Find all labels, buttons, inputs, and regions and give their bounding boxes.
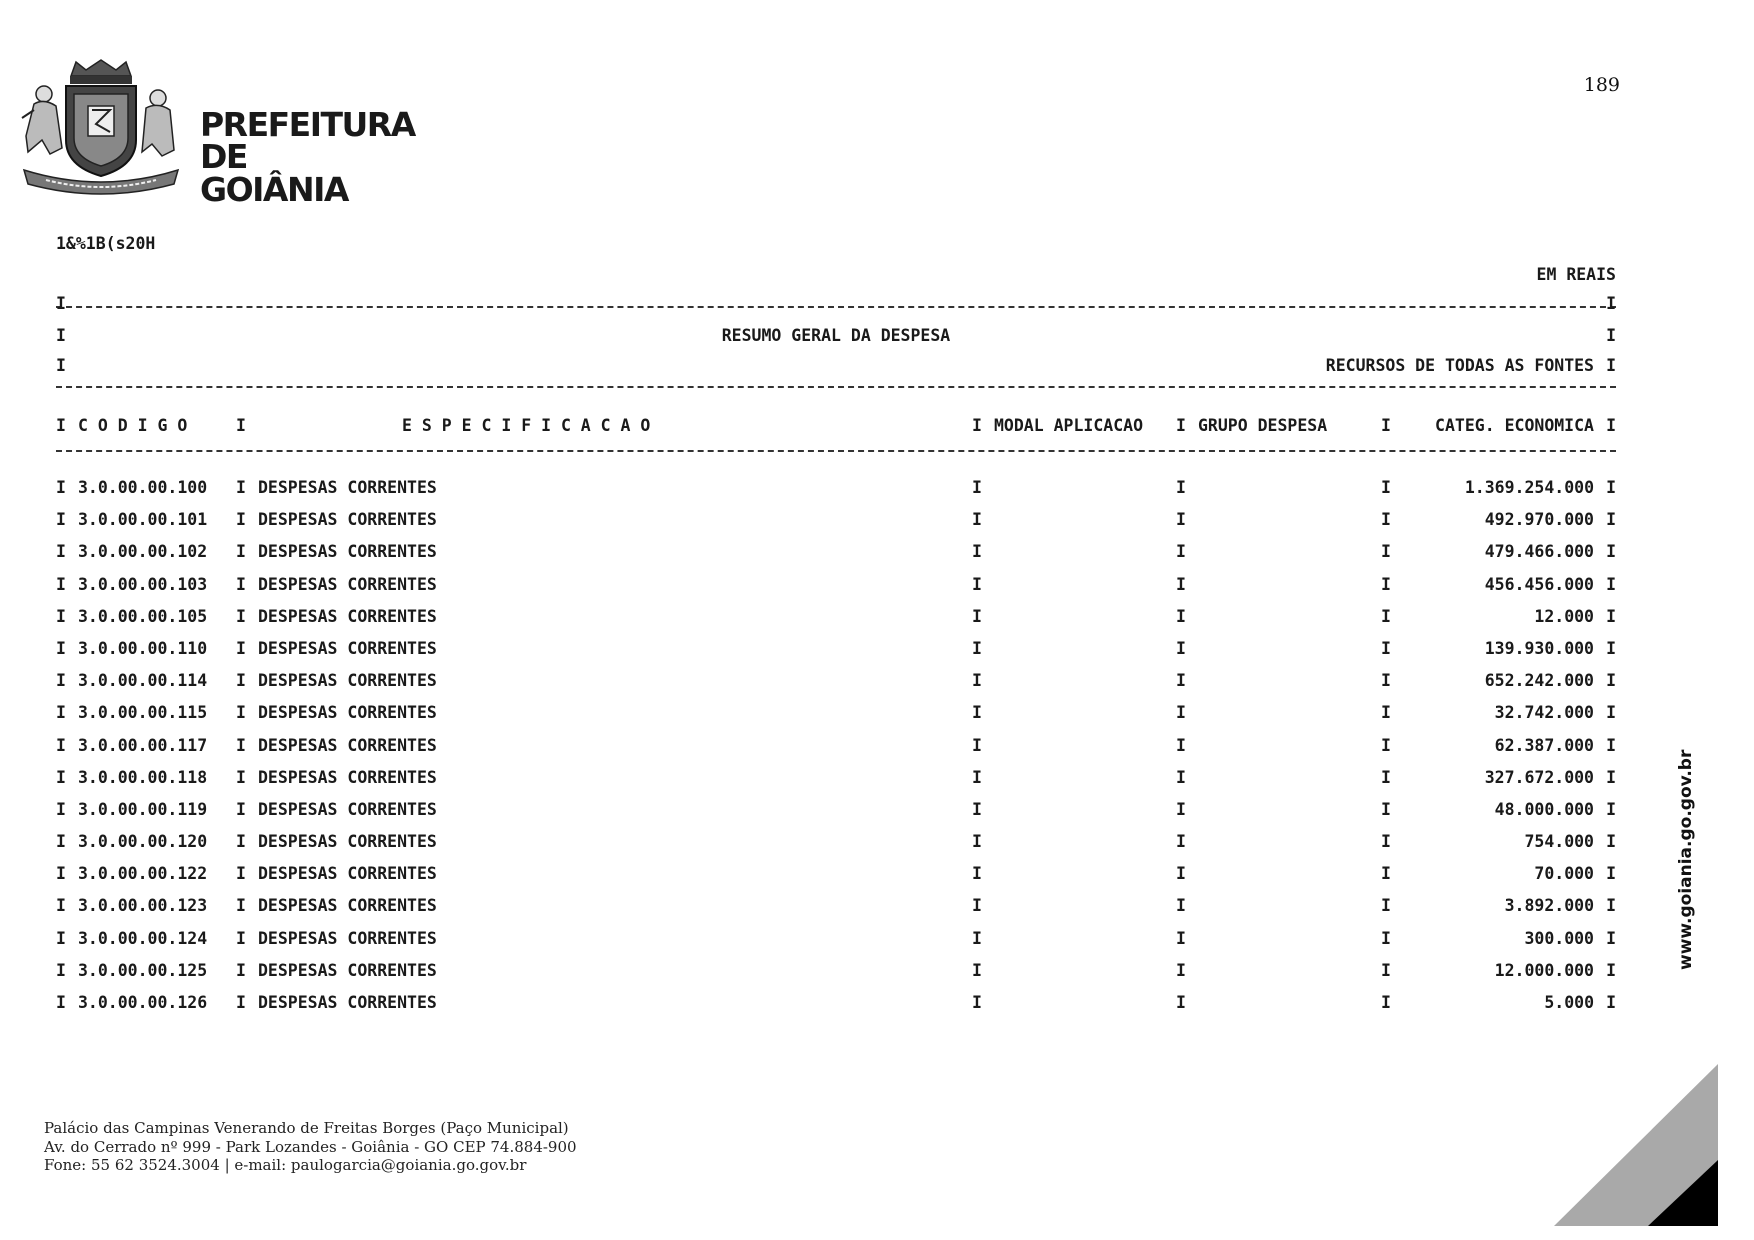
table-row	[56, 639, 1616, 671]
row-value: 456.456.000	[1484, 574, 1594, 594]
table-row	[56, 961, 1616, 993]
row-code: 3.0.00.00.102	[78, 542, 208, 562]
row-description: DESPESAS CORRENTES	[258, 671, 437, 691]
frame-bar: I	[972, 510, 982, 530]
row-value: 32.742.000	[1494, 703, 1594, 723]
frame-bar: I	[1606, 896, 1616, 916]
frame-bar: I	[1176, 735, 1186, 755]
table-row	[56, 542, 1616, 574]
row-value: 300.000	[1524, 928, 1594, 948]
table-row	[56, 864, 1616, 896]
frame-bar: I	[56, 671, 66, 691]
footer-line: Fone: 55 62 3524.3004 | e-mail: paulogarcia@goiania.go.gov.br	[44, 1156, 527, 1174]
row-description: DESPESAS CORRENTES	[258, 993, 437, 1012]
frame-bar: I	[1381, 416, 1391, 435]
coat-of-arms-icon	[16, 58, 186, 198]
frame-bar: I	[236, 416, 246, 435]
frame-bar: I	[1606, 799, 1616, 819]
frame-bar: I	[236, 993, 246, 1012]
frame-bar: I	[1176, 896, 1186, 916]
frame-bar: I	[1606, 356, 1616, 375]
frame-bar: I	[56, 864, 66, 884]
frame-bar: I	[972, 416, 982, 435]
row-code: 3.0.00.00.118	[78, 767, 208, 787]
frame-bar: I	[1381, 928, 1391, 948]
row-description: DESPESAS CORRENTES	[258, 864, 437, 884]
footer-line: Av. do Cerrado nº 999 - Park Lozandes - Goiânia - GO CEP 74.884-900	[44, 1137, 577, 1156]
header-especificacao: E S P E C I F I C A C A O	[402, 416, 651, 435]
frame-bar: I	[1176, 928, 1186, 948]
frame-bar: I	[1176, 799, 1186, 819]
row-description: DESPESAS CORRENTES	[258, 574, 437, 594]
frame-bar: I	[1381, 896, 1391, 916]
frame-bar: I	[236, 606, 246, 626]
table-row	[56, 703, 1616, 735]
frame-bar: I	[56, 799, 66, 819]
frame-bar: I	[1606, 542, 1616, 562]
frame-bar: I	[56, 542, 66, 562]
frame-bar: I	[1176, 478, 1186, 497]
frame-bar: I	[56, 356, 66, 375]
table-row	[56, 800, 1616, 832]
row-description: DESPESAS CORRENTES	[258, 799, 437, 819]
address-footer	[44, 1119, 577, 1175]
frame-bar: I	[1606, 326, 1616, 345]
frame-bar: I	[972, 638, 982, 658]
frame-bar: I	[1381, 574, 1391, 594]
frame-bar: I	[1606, 294, 1616, 313]
frame-bar: I	[56, 478, 66, 497]
frame-bar: I	[236, 671, 246, 691]
frame-bar: I	[1381, 799, 1391, 819]
row-value: 48.000.000	[1494, 799, 1594, 819]
frame-bar: I	[56, 960, 66, 980]
table-row	[56, 671, 1616, 703]
frame-bar: I	[972, 671, 982, 691]
frame-bar: I	[1176, 638, 1186, 658]
frame-bar: I	[972, 928, 982, 948]
row-code: 3.0.00.00.120	[78, 832, 208, 852]
frame-bar: I	[972, 735, 982, 755]
frame-bar: I	[972, 960, 982, 980]
frame-bar: I	[1606, 832, 1616, 852]
row-code: 3.0.00.00.119	[78, 799, 208, 819]
dashed-rule	[56, 450, 1616, 452]
row-description: DESPESAS CORRENTES	[258, 510, 437, 530]
row-description: DESPESAS CORRENTES	[258, 478, 437, 497]
frame-bar: I	[236, 638, 246, 658]
frame-bar: I	[56, 993, 66, 1012]
row-code: 3.0.00.00.125	[78, 960, 208, 980]
website-url[interactable]: www.goiania.go.gov.br	[1676, 749, 1696, 970]
frame-bar: I	[972, 767, 982, 787]
frame-bar: I	[56, 703, 66, 723]
page-number: 189	[1583, 74, 1620, 96]
row-code: 3.0.00.00.100	[78, 478, 208, 497]
row-code: 3.0.00.00.115	[78, 703, 208, 723]
table-row	[56, 575, 1616, 607]
printer-control-code: 1&%1B(s20H	[56, 234, 156, 253]
frame-bar: I	[1606, 767, 1616, 787]
row-description: DESPESAS CORRENTES	[258, 703, 437, 723]
row-code: 3.0.00.00.110	[78, 638, 208, 658]
frame-bar: I	[1381, 864, 1391, 884]
frame-bar: I	[236, 960, 246, 980]
row-code: 3.0.00.00.124	[78, 928, 208, 948]
row-value: 3.892.000	[1504, 896, 1594, 916]
frame-bar: I	[56, 896, 66, 916]
table-row	[56, 510, 1616, 542]
frame-bar: I	[56, 574, 66, 594]
frame-bar: I	[1606, 606, 1616, 626]
frame-bar: I	[1381, 478, 1391, 497]
row-code: 3.0.00.00.101	[78, 510, 208, 530]
brand-line-1: PREFEITURA	[200, 105, 415, 144]
frame-bar: I	[972, 703, 982, 723]
frame-bar: I	[236, 510, 246, 530]
frame-bar: I	[1606, 960, 1616, 980]
row-value: 1.369.254.000	[1464, 478, 1594, 497]
frame-bar: I	[1176, 993, 1186, 1012]
row-code: 3.0.00.00.105	[78, 606, 208, 626]
frame-bar: I	[972, 993, 982, 1012]
dashed-rule	[56, 386, 1616, 388]
frame-bar: I	[1381, 542, 1391, 562]
frame-bar: I	[1176, 960, 1186, 980]
frame-bar: I	[56, 294, 66, 313]
row-value: 652.242.000	[1484, 671, 1594, 691]
frame-bar: I	[1176, 671, 1186, 691]
units-label: EM REAIS	[1536, 265, 1616, 284]
frame-bar: I	[1381, 606, 1391, 626]
report-title: RESUMO GERAL DA DESPESA	[721, 326, 951, 345]
frame-bar: I	[1381, 767, 1391, 787]
frame-bar: I	[1606, 478, 1616, 497]
row-value: 12.000	[1534, 606, 1594, 626]
frame-bar: I	[1176, 416, 1186, 435]
row-code: 3.0.00.00.126	[78, 993, 208, 1012]
row-value: 139.930.000	[1484, 638, 1594, 658]
frame-bar: I	[56, 416, 66, 435]
frame-bar: I	[56, 735, 66, 755]
frame-bar: I	[1606, 638, 1616, 658]
table-row	[56, 736, 1616, 768]
row-value: 327.672.000	[1484, 767, 1594, 787]
row-description: DESPESAS CORRENTES	[258, 896, 437, 916]
frame-bar: I	[1606, 574, 1616, 594]
table-row	[56, 896, 1616, 928]
table-body	[56, 478, 1616, 1025]
table-row	[56, 478, 1616, 510]
frame-bar: I	[1176, 606, 1186, 626]
footer-line: Palácio das Campinas Venerando de Freitas Borges (Paço Municipal)	[44, 1119, 569, 1137]
row-value: 754.000	[1524, 832, 1594, 852]
frame-bar: I	[1176, 703, 1186, 723]
row-value: 12.000.000	[1494, 960, 1594, 980]
header-modal-aplicacao: MODAL APLICACAO	[994, 416, 1144, 435]
frame-bar: I	[236, 799, 246, 819]
frame-bar: I	[56, 832, 66, 852]
row-code: 3.0.00.00.117	[78, 735, 208, 755]
table-row	[56, 607, 1616, 639]
row-description: DESPESAS CORRENTES	[258, 542, 437, 562]
frame-bar: I	[1176, 864, 1186, 884]
row-code: 3.0.00.00.114	[78, 671, 208, 691]
frame-bar: I	[236, 478, 246, 497]
frame-bar: I	[1381, 638, 1391, 658]
frame-bar: I	[1606, 928, 1616, 948]
frame-bar: I	[1606, 671, 1616, 691]
report-subtitle: RECURSOS DE TODAS AS FONTES	[1325, 356, 1594, 375]
frame-bar: I	[56, 928, 66, 948]
frame-bar: I	[1606, 510, 1616, 530]
row-description: DESPESAS CORRENTES	[258, 928, 437, 948]
frame-bar: I	[1381, 510, 1391, 530]
frame-bar: I	[1381, 671, 1391, 691]
corner-decoration	[1554, 1064, 1718, 1226]
frame-bar: I	[236, 542, 246, 562]
row-code: 3.0.00.00.122	[78, 864, 208, 884]
header-categ-economica: CATEG. ECONOMICA	[1435, 416, 1594, 435]
frame-bar: I	[972, 574, 982, 594]
header-grupo-despesa: GRUPO DESPESA	[1198, 416, 1328, 435]
frame-bar: I	[56, 767, 66, 787]
frame-bar: I	[236, 767, 246, 787]
row-description: DESPESAS CORRENTES	[258, 606, 437, 626]
frame-bar: I	[236, 928, 246, 948]
row-code: 3.0.00.00.123	[78, 896, 208, 916]
frame-bar: I	[972, 896, 982, 916]
brand-line-2: DE GOIÂNIA	[200, 137, 348, 209]
row-description: DESPESAS CORRENTES	[258, 832, 437, 852]
frame-bar: I	[972, 799, 982, 819]
frame-bar: I	[56, 510, 66, 530]
frame-bar: I	[56, 326, 66, 345]
frame-bar: I	[1176, 574, 1186, 594]
frame-bar: I	[1381, 703, 1391, 723]
table-row	[56, 832, 1616, 864]
frame-bar: I	[972, 542, 982, 562]
table-row	[56, 768, 1616, 800]
frame-bar: I	[236, 832, 246, 852]
row-description: DESPESAS CORRENTES	[258, 638, 437, 658]
header-codigo: C O D I G O	[78, 416, 188, 435]
frame-bar: I	[236, 703, 246, 723]
frame-bar: I	[236, 735, 246, 755]
row-value: 62.387.000	[1494, 735, 1594, 755]
frame-bar: I	[1606, 864, 1616, 884]
frame-bar: I	[1176, 510, 1186, 530]
frame-bar: I	[1606, 993, 1616, 1012]
frame-bar: I	[236, 896, 246, 916]
row-description: DESPESAS CORRENTES	[258, 735, 437, 755]
frame-bar: I	[1381, 832, 1391, 852]
frame-bar: I	[972, 606, 982, 626]
row-description: DESPESAS CORRENTES	[258, 767, 437, 787]
dashed-rule	[56, 306, 1616, 308]
row-value: 492.970.000	[1484, 510, 1594, 530]
frame-bar: I	[1381, 960, 1391, 980]
frame-bar: I	[972, 864, 982, 884]
frame-bar: I	[972, 832, 982, 852]
frame-bar: I	[1606, 703, 1616, 723]
frame-bar: I	[972, 478, 982, 497]
frame-bar: I	[1606, 416, 1616, 435]
frame-bar: I	[236, 574, 246, 594]
prefeitura-logo	[16, 58, 415, 209]
frame-bar: I	[236, 864, 246, 884]
row-code: 3.0.00.00.103	[78, 574, 208, 594]
frame-bar: I	[1381, 993, 1391, 1012]
frame-bar: I	[56, 606, 66, 626]
frame-bar: I	[56, 638, 66, 658]
row-value: 479.466.000	[1484, 542, 1594, 562]
frame-bar: I	[1176, 832, 1186, 852]
frame-bar: I	[1606, 735, 1616, 755]
row-description: DESPESAS CORRENTES	[258, 960, 437, 980]
row-value: 70.000	[1534, 864, 1594, 884]
table-row	[56, 993, 1616, 1025]
table-row	[56, 929, 1616, 961]
frame-bar: I	[1176, 542, 1186, 562]
table-header	[56, 416, 1616, 438]
frame-bar: I	[1176, 767, 1186, 787]
row-value: 5.000	[1544, 993, 1594, 1012]
frame-bar: I	[1381, 735, 1391, 755]
